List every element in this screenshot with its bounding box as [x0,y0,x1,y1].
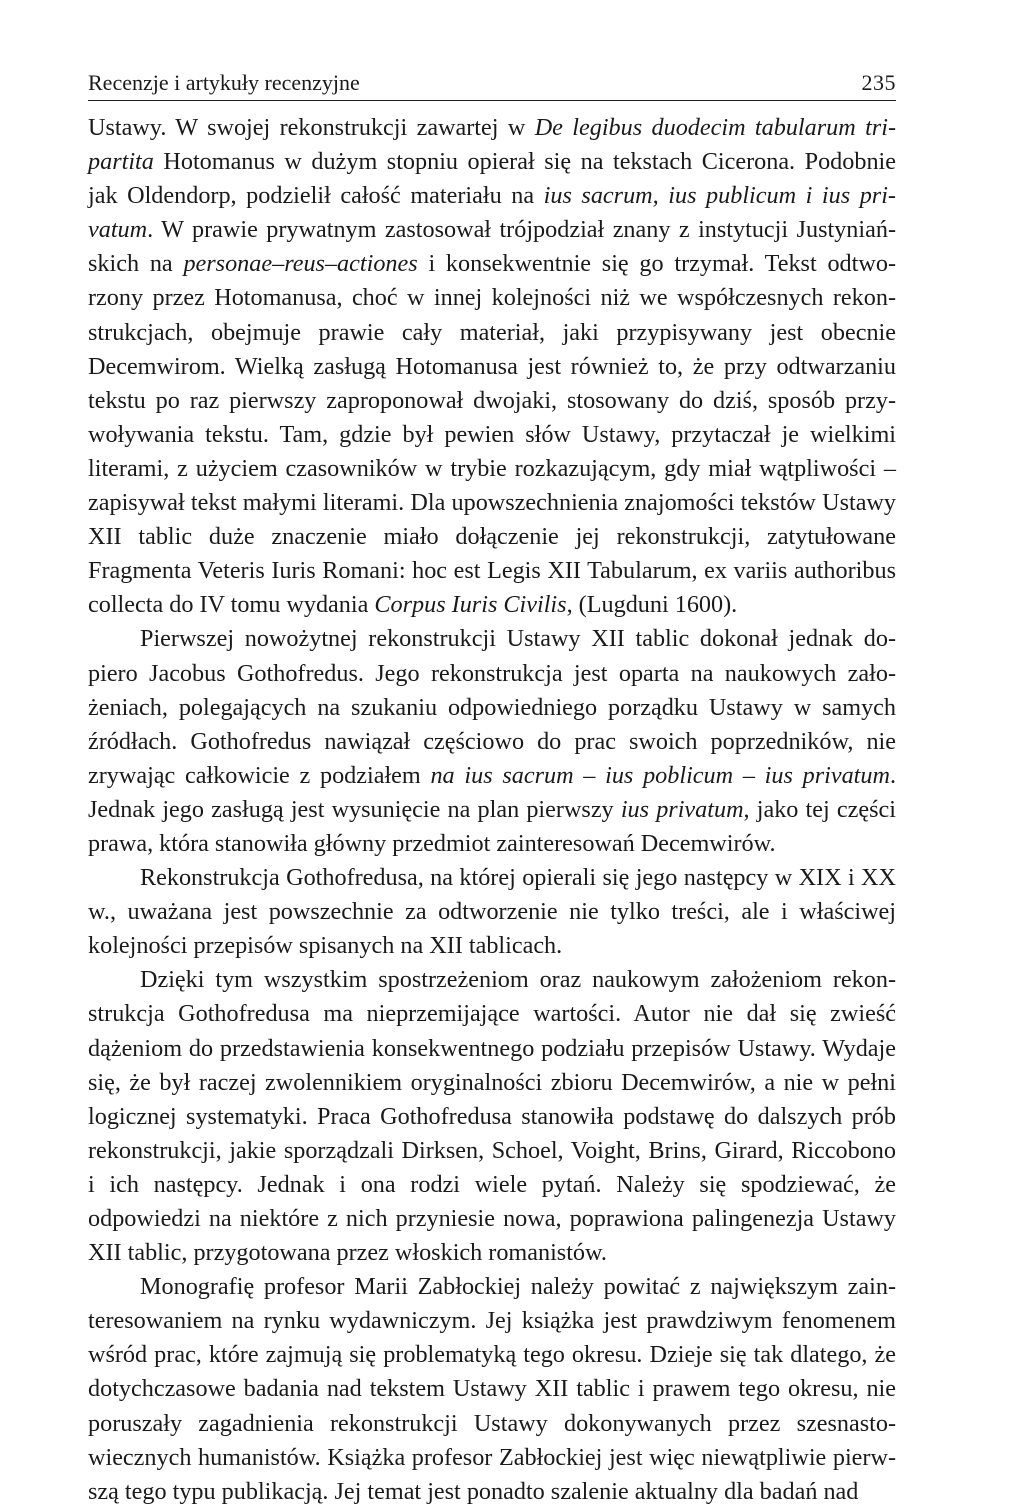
text-run: Pierwszej nowożytnej rekonstrukcji Ustawy XII tablic dokonał jednak dopiero Jacobus Gothofredus. Jego rekonstrukcja jest oparta na naukowych założeniach, polegających na szukaniu odpowiedniego porządku Ustawy w samych źródłach. Gothofredus nawiązał częściowo do prac swoich poprzedników, nie zrywając całkowicie z podziałem [88,625,896,789]
text-run: , (Lugduni 1600). [566,591,738,619]
paragraph [88,861,896,963]
text-run: Ustawy. W swojej rekonstrukcji zawartej w [88,114,535,141]
text-run: Monografię profesor Marii Zabłockiej należy powitać z największym zainteresowaniem na rynku wydawniczym. Jej książka jest prawdziwym fenomenem wśród prac, które zajmują się problematyką tego okresu. Dzieje się tak dlatego, że dotychczasowe badania nad tekstem Ustawy XII tablic i prawem tego okresu, nie poruszały zagadnienia rekonstrukcji Ustawy dokonywanych przez szesnastowiecznych humanistów. Książka profesor Zabłockiej jest więc niewątpliwie pierwszą tego typu publikacją. Jej temat jest ponadto szalenie aktualny dla badań nad [88,1273,896,1505]
text-run: Hotomanus w dużym stopniu opierał się na tekstach Cicerona. Podobnie jak Oldendorp, podzielił całość materiału na [88,148,896,210]
text-run: Dzięki tym wszystkim spostrzeżeniom oraz naukowym założeniom rekonstrukcja Gothofredusa ma nieprzemijające wartości. Autor nie dał się zwieść dążeniom do przedstawienia konsekwentnego podziału przepisów Ustawy. Wydaje się, że był raczej zwolennikiem oryginalności zbioru Decemwirów, a nie w pełni logicznej systematyki. Praca Gothofredusa stanowiła podstawę do dalszych prób rekonstrukcji, jakie sporządzali Dirksen, Schoel, Voight, Brins, Girard, Riccobono i ich następcy. Jednak i ona rodzi wiele pytań. Należy się spodziewać, że odpowiedzi na niektóre z nich przyniesie nowa, poprawiona palingenezja Ustawy XII tablic, przygotowana przez włoskich romanistów. [88,966,896,1267]
text-run: . Jednak jego zasługą jest wysunięcie na plan pierwszy [88,761,896,823]
page-number: 235 [861,70,896,95]
italic-text: De legibus duodecim tabularum tripartita [88,114,896,176]
italic-text: ius sacrum, ius publicum i ius privatum [88,182,896,244]
paragraph [88,963,896,1270]
text-run: i konsekwentnie się go trzymał. Tekst odtworzony przez Hotomanusa, choć w innej kolejności niż we współczesnych rekonstrukcjach, obejmuje prawie cały materiał, jaki przypisywany jest obecnie Decemwirom. Wielką zasługą Hotomanusa jest również to, że przy odtwarzaniu tekstu po raz pierwszy zaproponował dwojaki, stosowany do dziś, sposób przywoływania tekstu. Tam, gdzie był pewien słów Ustawy, przytaczał je wielkimi literami, z użyciem czasowników w trybie rozkazującym, gdy miał wątpliwości – zapisywał tekst małymi literami. Dla upowszechnienia znajomości tekstów Ustawy XII tablic duże znaczenie miało dołączenie jej rekonstrukcji, zatytułowane Fragmenta Veteris Iuris Romani: hoc est Legis XII Tabularum, ex variis authoribus collecta do IV tomu wydania [88,250,896,619]
text-run: , jako tej części prawa, która stanowiła główny przedmiot zainteresowań Decemwirów. [88,795,896,857]
italic-text: Corpus Iuris Civilis [374,591,567,619]
body-text [88,111,896,1509]
running-header [88,70,896,101]
text-run: Rekonstrukcja Gothofredusa, na której opierali się jego następcy w XIX i XX w., uważana jest powszechnie za odtworzenie nie tylko treści, ale i właściwej kolejności przepisów spisanych na XII tablicach. [88,864,896,960]
italic-text: ius privatum [620,795,744,823]
paragraph [88,1270,896,1509]
section-title: Recenzje i artykuły recenzyjne [88,70,360,95]
paragraph [88,111,896,622]
italic-text: na ius sacrum – ius poblicum – ius privatum [430,761,890,789]
text-run: . W prawie prywatnym zastosował trójpodział znany z instytucji Justyniańskich na [88,216,896,278]
document-page [88,70,896,1509]
italic-text: personae–reus–actiones [183,250,418,278]
paragraph [88,622,896,861]
